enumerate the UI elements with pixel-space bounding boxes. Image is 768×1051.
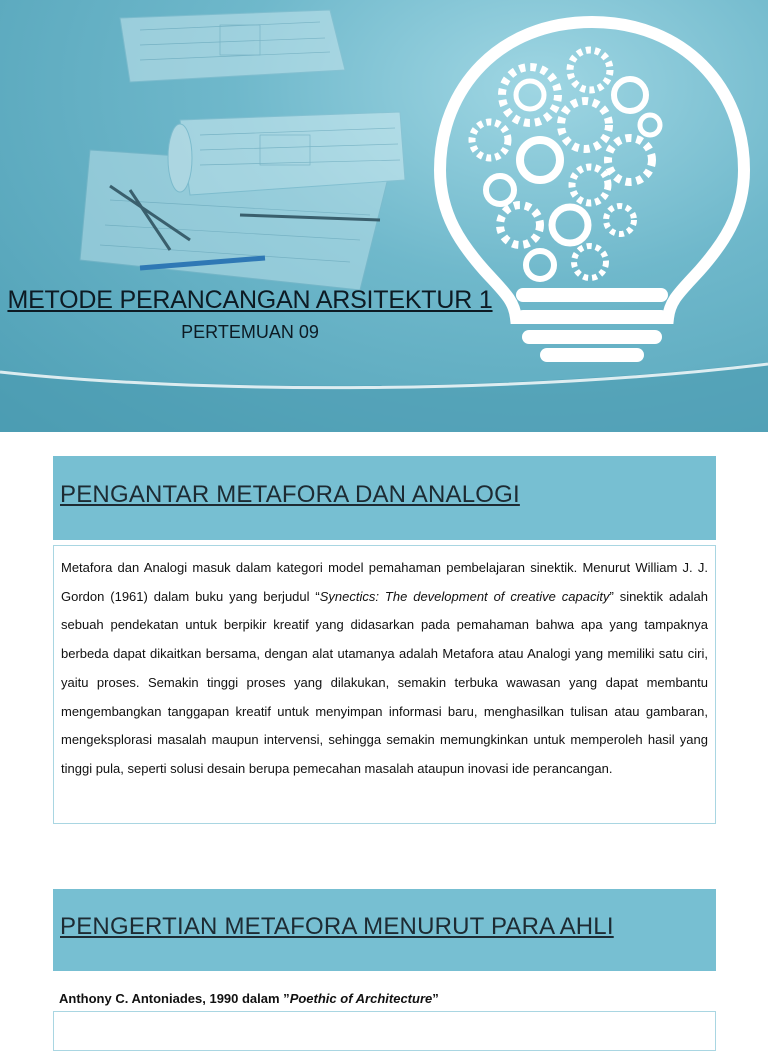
paragraph-box: [53, 545, 716, 824]
section-heading-box: [53, 456, 716, 540]
author-citation: [59, 991, 439, 1006]
intro-paragraph: [54, 546, 715, 784]
paragraph-text: ” sinektik adalah sebuah pendekatan untuk berpikir kreatif yang didasarkan pada pemahaman bahwa apa yang tampaknya berbeda dapat dikaitkan bersama, dengan alat utamanya adalah Metafora atau Analogi yang memiliki satu ciri, yaitu proses. Semakin tinggi proses yang dilakukan, semakin terbuka wawasan yang dapat membantu mengembangkan tanggapan kreatif untuk menyimpan informasi baru, menghasilkan tulisan atau gambaran, mengeksplorasi masalah maupun intervensi, sehingga semakin memungkinkan untuk memperoleh hasil yang tinggi pula, seperti solusi desain berupa pemecahan masalah ataupun inovasi ide perancangan.: [61, 588, 708, 776]
blueprint-illustration: [80, 10, 405, 290]
section-heading: PENGERTIAN METAFORA MENURUT PARA AHLI: [60, 913, 614, 940]
hero-illustration: [0, 0, 768, 432]
quote-mark: ”: [432, 991, 439, 1006]
book-title: Synectics: The development of creative capacity: [319, 588, 610, 604]
section-heading-box: [53, 889, 716, 971]
paragraph-box: [53, 1011, 716, 1051]
section-heading: PENGANTAR METAFORA DAN ANALOGI: [60, 481, 520, 508]
document-title: METODE PERANCANGAN ARSITEKTUR 1: [7, 286, 493, 314]
paragraph-text: Metafora dan Analogi masuk dalam kategori model pemahaman pembelajaran sinektik. Menurut William J. J. Gordon (1961) dalam buku yang berjudul “: [61, 560, 708, 604]
book-title: Poethic of Architecture: [289, 991, 433, 1006]
document-subtitle: PERTEMUAN 09: [181, 322, 319, 342]
author-name: Anthony C. Antoniades, 1990 dalam ”: [59, 991, 290, 1006]
hero-banner: [0, 0, 768, 432]
